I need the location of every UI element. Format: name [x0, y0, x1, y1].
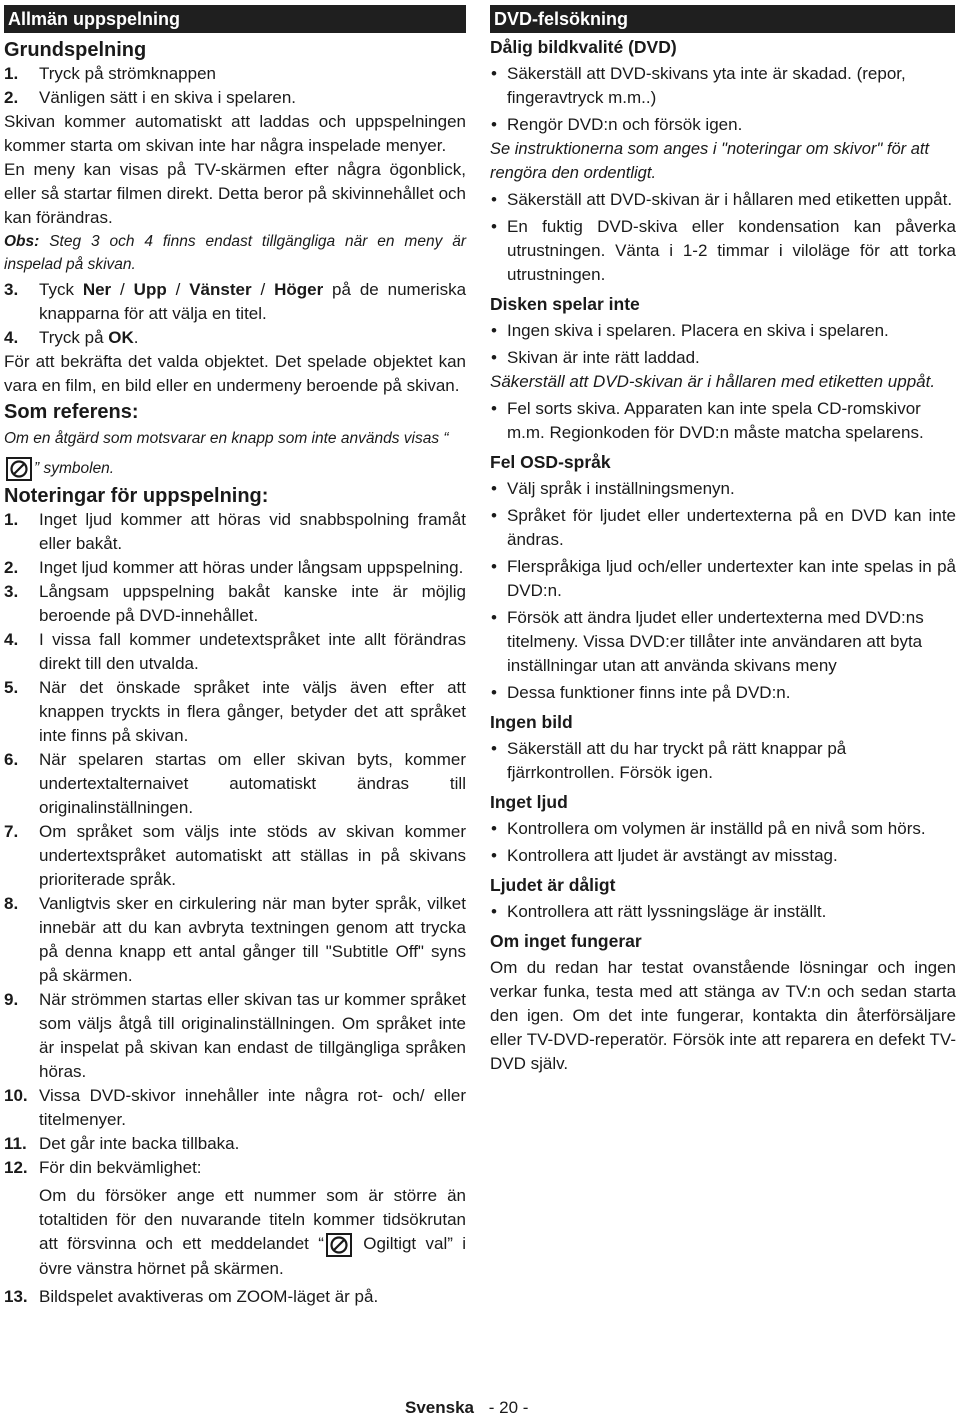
- bullet-item: [490, 844, 956, 868]
- bullet-item: [490, 113, 956, 137]
- bullet-item: [490, 188, 956, 212]
- footer-language: Svenska: [405, 1398, 474, 1417]
- text: Om du försöker ange ett nummer som är större än totaltiden för den nuvarande titeln kommer tidsökrutan att försvinna och ett meddelandet “: [39, 1186, 466, 1253]
- bullet: •: [491, 902, 497, 921]
- bullet-item: [490, 555, 956, 603]
- bullet: •: [491, 608, 497, 627]
- text: Tryck på: [39, 328, 109, 347]
- note-number: 2.: [4, 558, 19, 577]
- step-text: Tryck på strömknappen: [39, 64, 216, 83]
- step-text: [39, 326, 466, 350]
- bullet-item: [490, 319, 956, 343]
- list-item: [4, 326, 466, 350]
- section-header-general-playback: Allmän uppspelning: [4, 5, 466, 33]
- bullet-text: Välj språk i inställningsmenyn.: [507, 479, 735, 498]
- note-text: Långsam uppspelning bakåt kanske inte är möjlig beroende på DVD-innehållet.: [39, 582, 466, 625]
- bullet-text: Rengör DVD:n och försök igen.: [507, 115, 743, 134]
- left-column: [4, 5, 466, 1309]
- text: .: [133, 328, 139, 347]
- bullet: •: [491, 321, 497, 340]
- step-number: 4.: [4, 328, 19, 347]
- key-upp: Upp: [133, 280, 167, 299]
- page-footer: [405, 1398, 528, 1418]
- subsection-title: Inget ljud: [490, 792, 568, 812]
- list-item: [4, 628, 466, 676]
- note-number: 6.: [4, 750, 19, 769]
- step-text: Vänligen sätt i en skiva i spelaren.: [39, 88, 297, 107]
- page-number: - 20 -: [488, 1398, 529, 1417]
- bullet-text: Säkerställ att DVD-skivan är i hållaren med etiketten uppåt.: [507, 190, 953, 209]
- bullet: •: [491, 479, 497, 498]
- note-number: 5.: [4, 678, 19, 697]
- note-number: 11.: [4, 1134, 27, 1153]
- note-number: 12.: [4, 1158, 28, 1177]
- bullet-text: Skivan är inte rätt laddad.: [507, 348, 700, 367]
- list-item: [4, 278, 466, 326]
- bullet-item: [490, 215, 956, 287]
- bullet-item: [490, 737, 956, 785]
- bullet-text: Säkerställ att DVD-skivans yta inte är skadad. (repor, fingeravtryck m.m..): [507, 64, 906, 107]
- subsection-title: Fel OSD-språk: [490, 452, 611, 472]
- bullet-item: [490, 397, 956, 445]
- note-text: Det går inte backa tillbaka.: [39, 1134, 240, 1153]
- bullet-item: [490, 681, 956, 705]
- list-item: [4, 508, 466, 556]
- note-number: 13.: [4, 1286, 28, 1306]
- bullet-text: Kontrollera att ljudet är avstängt av misstag.: [507, 846, 838, 865]
- playback-notes-title: Noteringar för uppspelning:: [4, 485, 269, 507]
- key-hoger: Höger: [274, 280, 324, 299]
- list-item: [4, 1156, 466, 1180]
- bullet-item: [490, 900, 956, 924]
- bullet: •: [491, 64, 497, 83]
- obs-note: [4, 230, 466, 276]
- list-item: [4, 556, 466, 580]
- note-text: Bildspelet avaktiveras om ZOOM-läget är på.: [39, 1286, 379, 1306]
- note-number: 3.: [4, 582, 19, 601]
- bullet: •: [491, 115, 497, 134]
- paragraph: En meny kan visas på TV-skärmen efter några ögonblick, eller så startar filmen direkt. Detta beror på skivinnehållet och kan förändras.: [4, 160, 466, 227]
- list-item: [4, 86, 466, 110]
- basic-playback-title: Grundspelning: [4, 39, 147, 61]
- list-item: [4, 892, 466, 988]
- list-item: [4, 988, 466, 1084]
- text: ” symbolen.: [34, 460, 115, 477]
- bullet-item: [490, 477, 956, 501]
- bullet-text: Flerspråkiga ljud och/eller undertexter kan inte spelas in på DVD:n.: [507, 557, 956, 600]
- list-item: [4, 580, 466, 628]
- list-item: [4, 748, 466, 820]
- bullet: •: [491, 399, 497, 418]
- bullet: •: [491, 506, 497, 525]
- italic-note: Säkerställ att DVD-skivan är i hållaren med etiketten uppåt.: [490, 372, 936, 391]
- paragraph: För att bekräfta det valda objektet. Det spelade objektet kan vara en film, en bild eller en undermeny beroende på skivan.: [4, 352, 466, 395]
- paragraph: Skivan kommer automatiskt att laddas och uppspelningen kommer starta om skivan inte har några inspelade menyer.: [4, 112, 466, 155]
- prohibited-icon: [326, 1233, 352, 1257]
- reference-title: Som referens:: [4, 401, 139, 423]
- reference-text: [4, 424, 466, 484]
- step-number: 3.: [4, 280, 19, 299]
- key-ner: Ner: [82, 280, 112, 299]
- note-number: 10.: [4, 1086, 28, 1105]
- note-text: När spelaren startas om eller skivan byts, kommer undertextalternaivet automatiskt ändras till originalinställningen.: [39, 750, 466, 817]
- italic-note: Se instruktionerna som anges i "noteringar om skivor" för att rengöra den ordentligt.: [490, 140, 930, 182]
- bullet-item: [490, 346, 956, 370]
- list-item: [4, 1132, 466, 1156]
- note-number: 1.: [4, 510, 19, 529]
- bullet-item: [490, 606, 956, 678]
- notes-list: [4, 508, 466, 1180]
- note-number: 8.: [4, 894, 19, 913]
- key-vanster: Vänster: [189, 280, 252, 299]
- note-number: 4.: [4, 630, 19, 649]
- paragraph: Om du redan har testat ovanstående lösningar och ingen verkar funka, testa med att stänga av TV:n och sedan starta den igen. Om det inte fungerar, kontakta din återförsäljare eller TV-DVD-reperatör. Försök inte att reparera en defekt TV-DVD själv.: [490, 958, 956, 1073]
- note-text: Om språket som väljs inte stöds av skivan kommer undertextspråket automatiskt att ställas in på skivans prioriterade språk.: [39, 822, 466, 889]
- note-text: När strömmen startas eller skivan tas ur kommer språket som väljs åtgå till originalinställningen. Om språket inte är inspelat på skivan kan endast de tillgängliga språken höras.: [39, 990, 467, 1081]
- step-number: 1.: [4, 64, 19, 83]
- bullet: •: [491, 819, 497, 838]
- bullet-text: Kontrollera att rätt lyssningsläge är inställt.: [507, 902, 827, 921]
- bullet-text: Kontrollera om volymen är inställd på en nivå som hörs.: [507, 819, 926, 838]
- list-item: [4, 1084, 466, 1132]
- note-number: 7.: [4, 822, 19, 841]
- note-12-detail: [39, 1184, 466, 1281]
- note-number: 9.: [4, 990, 19, 1009]
- bullet-text: Försök att ändra ljudet eller undertexterna med DVD:ns titelmeny. Vissa DVD:er tillåter inte användaren att byta inställningar utan att använda skivans meny: [507, 608, 924, 675]
- list-item: [4, 1285, 466, 1309]
- note-text: Inget ljud kommer att höras vid snabbspolning framåt eller bakåt.: [39, 510, 466, 553]
- prohibited-icon: [6, 457, 32, 481]
- bullet: •: [491, 846, 497, 865]
- bullet-text: Dessa funktioner finns inte på DVD:n.: [507, 683, 791, 702]
- note-text: När det önskade språket inte väljs även efter att knappen tryckts in flera gånger, betyder det att språket inte finns på skivan.: [39, 678, 466, 745]
- text: /: [111, 280, 134, 299]
- bullet-item: [490, 62, 956, 110]
- subsection-title: Ljudet är dåligt: [490, 875, 616, 895]
- text: /: [251, 280, 275, 299]
- note-text: Inget ljud kommer att höras under långsam uppspelning.: [39, 558, 464, 577]
- bullet: •: [491, 217, 497, 236]
- bullet: •: [491, 190, 497, 209]
- list-item: [4, 676, 466, 748]
- note-text: Vanligtvis sker en cirkulering när man byter språk, vilket innebär att du kan avbryta textningen genom att trycka på denna knapp ett antal gånger till "Subtitle Off" syns på skärmen.: [39, 894, 466, 985]
- step-text: [39, 278, 466, 326]
- bullet-item: [490, 504, 956, 552]
- bullet-text: En fuktig DVD-skiva eller kondensation kan påverka utrustningen. Vänta i 1-2 timmar i viloläge för att torka utrustningen.: [507, 217, 956, 284]
- list-item: [4, 62, 466, 86]
- bullet-item: [490, 817, 956, 841]
- obs-label: Obs:: [4, 233, 40, 250]
- step-number: 2.: [4, 88, 19, 107]
- section-header-dvd-troubleshooting: DVD-felsökning: [490, 5, 955, 33]
- text: på de numeriska knapparna för att välja en titel.: [39, 280, 467, 323]
- subsection-title: Disken spelar inte: [490, 294, 640, 314]
- note-text: För din bekvämlighet:: [39, 1158, 202, 1177]
- bullet: •: [491, 557, 497, 576]
- bullet-text: Säkerställ att du har tryckt på rätt knappar på fjärrkontrollen. Försök igen.: [507, 739, 847, 782]
- text: Ogiltigt val” i övre vänstra hörnet på skärmen.: [39, 1234, 467, 1278]
- key-ok: OK: [108, 328, 134, 347]
- bullet-text: Ingen skiva i spelaren. Placera en skiva i spelaren.: [507, 321, 889, 340]
- text: Om en åtgärd som motsvarar en knapp som inte används visas “: [4, 430, 449, 447]
- text: /: [166, 280, 190, 299]
- right-column: [490, 5, 956, 1076]
- subsection-title: Dålig bildkvalité (DVD): [490, 37, 677, 57]
- bullet: •: [491, 683, 497, 702]
- obs-text: Steg 3 och 4 finns endast tillgängliga när en meny är inspelad på skivan.: [4, 233, 466, 273]
- list-item: [4, 820, 466, 892]
- subsection-title: Ingen bild: [490, 712, 573, 732]
- subsection-title: Om inget fungerar: [490, 931, 642, 951]
- text: Tyck: [39, 280, 83, 299]
- bullet-text: Språket för ljudet eller undertexterna på en DVD kan inte ändras.: [507, 506, 956, 549]
- bullet: •: [491, 739, 497, 758]
- note-text: I vissa fall kommer undetextspråket inte allt förändras direkt till den utvalda.: [39, 630, 466, 673]
- bullet-text: Fel sorts skiva. Apparaten kan inte spela CD-romskivor m.m. Regionkoden för DVD:n måste matcha spelarens.: [507, 399, 924, 442]
- bullet: •: [491, 348, 497, 367]
- note-text: Vissa DVD-skivor innehåller inte några rot- och/ eller titelmenyer.: [39, 1086, 466, 1129]
